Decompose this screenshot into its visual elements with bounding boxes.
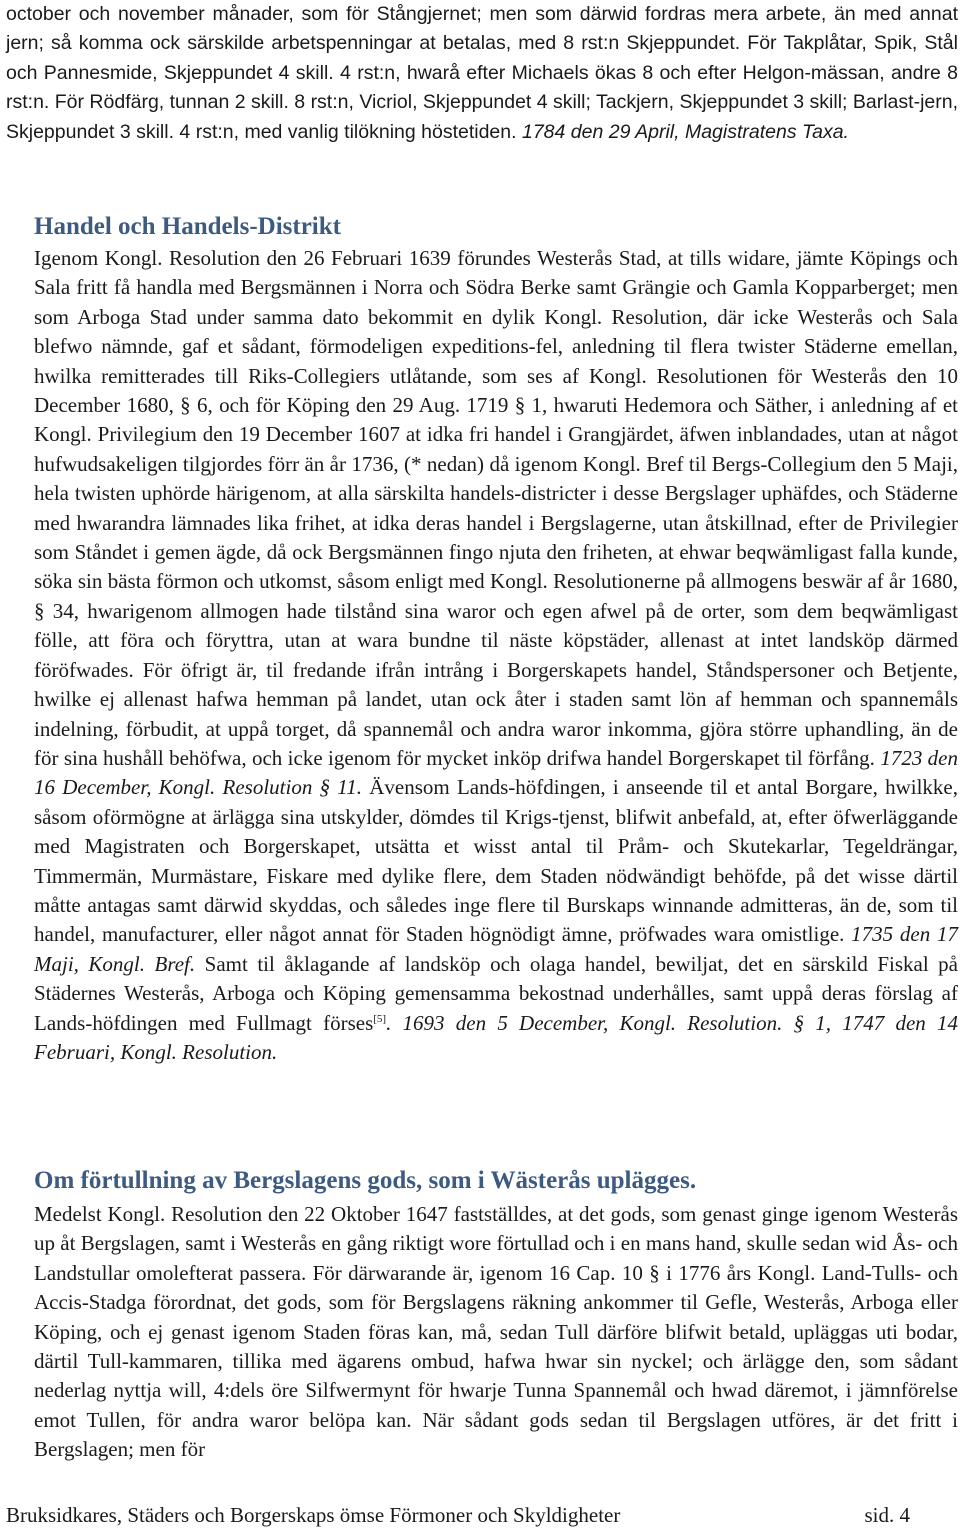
handel-citation-3: . 1693 den 5 December, Kongl. Resolution. § 1, 1747 den 14 Februari, Kongl. Resolution.: [34, 1010, 958, 1064]
footer-title: Bruksidkares, Städers och Borgerskaps ömse Förmoner och Skyldigheter: [6, 1503, 621, 1527]
page-footer: [6, 1500, 958, 1530]
intro-paragraph: [6, 0, 958, 147]
page-number: sid. 4: [864, 1503, 910, 1527]
section-handel-body: [6, 244, 958, 1067]
intro-citation: 1784 den 29 April, Magistratens Taxa.: [521, 120, 849, 143]
handel-text-2: Ävensom Lands-höfdingen, i anseende til et antal Borgare, hwilkke, såsom oförmögne at ärlägga sina utskylder, dömdes til Krigs-tjenst, blifwit anbefald, at, efter öfwerläggande med Magistraten och Borgerskapet, utsätta et wisst antal til Pråm- och Skutekarlar, Tegeldrängar, Timmermän, Murmästare, Fiskare med dylike flere, dem Staden nödwändigt behöfde, på det wisse därtil måtte antagas samt därwid skyddas, och således inge flere til Burskaps winnande admitteras, än de, som til handel, manufacturer, eller något annat för Staden högnödigt ämne, pröfwades wara omistlige.: [34, 775, 958, 947]
handel-citation-1: 1723 den 16 December, Kongl. Resolution § 11.: [34, 745, 958, 800]
handel-text-1: Igenom Kongl. Resolution den 26 Februari 1639 förundes Westerås Stad, at tills widare, jämte Köpings och Sala fritt få handla med Bergsmännen i Norra och Södra Berke samt Grängie och Gamla Kopparberget; men som Arboga Stad under samma dato bekommit en dylik Kongl. Resolution, där icke Westerås och Sala blefwo nämnde, gaf et sådant, förmodeligen expeditions-fel, anledning til flera twister Städerne emellan, hwilka remitterades till Riks-Collegiers utlåtande, som ses af Kongl. Resolutionen för Westerås den 10 December 1680, § 6, och för Köping den 29 Aug. 1719 § 1, hwaruti Hedemora och Säther, i anledning af et Kongl. Privilegium den 19 December 1607 at idka fri handel i Grangjärdet, äfwen inblandades, utan at något hufwudsakeligen tilgjordes förr än år 1736, (* nedan) då igenom Kongl. Bref til Bergs-Collegium den 5 Maji, hela twisten uphörde härigenom, at alla särskilta handels-districter i desse Bergslager uphäfdes, och Städerne med hwarandra lämnades lika frihet, at idka deras handel i Bergslagerne, utan åtskillnad, efter de Privilegier som Ståndet i gemen ägde, då ock Bergsmännen fingo njuta den friheten, at ehwar beqwämligast falla kunde, söka sin bästa förmon och utkomst, såsom enligt med Kongl. Resolutionerne på allmogens beswär af år 1680, § 34, hwarigenom allmogen hade tilstånd sina waror och egen afwel på de orter, som dem beqwämligast fölle, att föra och föryttra, utan at wara bundne til näste köpstäder, allenast at intet landsköp därmed föröfwades. För öfrigt är, til fredande ifrån intrång i Borgerskapets handel, Ståndspersoner och Betjente, hwilke ej allenast hafwa hemman på landet, utan ock åter i staden samt lön af hemman och spannemåls indelning, förbudit, at uppå torget, då spannemål och andra waror inkomma, gjöra större uphandling, än de för sina hushåll behöfwa, och icke igenom för mycket inköp drifwa handel Borgerskapet til förfång.: [34, 246, 958, 770]
intro-text: october och november månader, som för Stångjernet; men som därwid fordras mera arbete, än med annat jern; så komma ock särskilde arbetspenningar at betalas, med 8 rst:n Skjeppundet. För Takplåtar, Spik, Stål och Pannesmide, Skjeppundet 4 skill. 4 rst:n, hwarå efter Michaels ökas 8 och efter Helgon-mässan, andre 8 rst:n. För Rödfärg, tunnan 2 skill. 8 rst:n, Vicriol, Skjeppundet 4 skill; Tackjern, Skjeppundet 3 skill; Barlast-jern, Skjeppundet 3 skill. 4 rst:n, med vanlig tilökning höstetiden.: [6, 3, 958, 143]
intro-text-block: [6, 0, 958, 147]
section-handel-paragraph: [6, 244, 958, 1067]
document-page: [6, 0, 958, 1532]
section-heading-handel: Handel och Handels-Distrikt: [34, 213, 341, 240]
fortullning-paragraph: Medelst Kongl. Resolution den 22 Oktober 1647 fastställdes, at det gods, som genast ginge igenom Westerås up åt Bergslagen, samt i Westerås en gång riktigt wore förtullad och i en mans hand, skulle sedan wid Ås- och Landstullar omolefterat passera. För därwarande är, igenom 16 Cap. 10 § i 1776 års Kongl. Land-Tulls- och Accis-Stadga förordnat, det gods, som för Bergslagens räkning ankommer til Gefle, Westerås, Arboga eller Köping, och ej genast igenom Staden föras kan, må, sedan Tull därföre blifwit betald, upläggas uti bodar, därtil Tull-kammaren, tillika med ägarens ombud, hafwa hwar sin nyckel; och ärlägge den, som sådant nederlag nyttja will, 4:dels öre Silfwermynt för hwarje Tunna Spannemål och hwad däremot, i jämnförelse emot Tullen, för andra waror belöpa kan. När sådant gods sedan til Bergslagen utföres, är det fritt i Bergslagen; men för: [34, 1202, 958, 1462]
section-heading-fortullning: Om förtullning av Bergslagens gods, som i Wästerås uplägges.: [34, 1167, 697, 1194]
footnote-link[interactable]: [5]: [373, 1012, 387, 1025]
section-fortullning-body: [6, 1200, 958, 1465]
handel-citation-2: 1735 den 17 Maji, Kongl. Bref.: [34, 922, 958, 976]
handel-text-3: Samt til åklagande af landsköp och olaga handel, bewiljat, det en särskild Fiskal på Städernes Westerås, Arboga och Köping gemensamma bekostnad underhålles, samt uppå deras förslag af Lands-höfdingen med Fullmagt förses: [34, 951, 958, 1035]
